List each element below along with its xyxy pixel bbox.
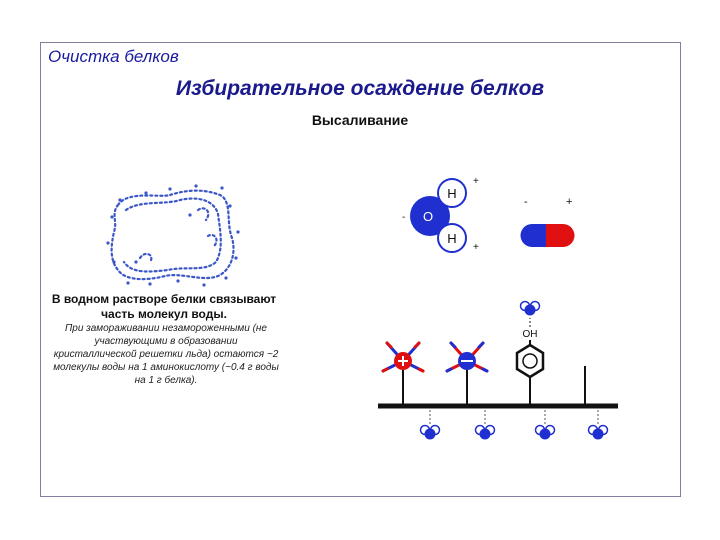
water-molecule-icon <box>476 426 495 440</box>
subtitle: Высаливание <box>311 112 409 128</box>
atom-h-top-label: H <box>447 186 457 201</box>
water-molecule-icon <box>421 426 440 440</box>
header-label: Очистка белков <box>48 47 179 66</box>
bottom-water-molecules <box>421 410 608 440</box>
positive-side-chain <box>383 343 423 406</box>
phenol-side-chain <box>517 302 543 407</box>
page-title: Избирательное осаждение белков <box>175 77 545 100</box>
protein-blob <box>112 191 234 279</box>
dipole-minus-label: - <box>524 196 528 208</box>
negative-side-chain <box>447 343 487 406</box>
bound-water-note: В водном растворе белки связывают часть молекул воды. <box>51 292 277 321</box>
water-molecule-icon <box>521 302 540 316</box>
atom-h-bottom-label: H <box>447 231 457 246</box>
charge-plus-bottom: + <box>473 242 479 253</box>
water-molecule-diagram <box>402 176 479 253</box>
water-molecule-icon <box>536 426 555 440</box>
atom-o-label: O <box>422 209 434 224</box>
dipole-capsule <box>521 196 575 247</box>
charge-minus: - <box>402 212 406 223</box>
dipole-plus-label: + <box>566 196 573 208</box>
benzene-ring-icon <box>517 345 543 377</box>
oh-label: OH <box>522 329 538 340</box>
freezing-note: При замораживании незамороженными (не участвующими в образовании кристаллической решетки льда) остаются ~2 молекулы воды на 1 аминокислоту (~0.4 г воды на 1 г белка). <box>53 323 279 386</box>
water-molecule-icon <box>589 426 608 440</box>
charge-plus-top: + <box>473 176 479 187</box>
